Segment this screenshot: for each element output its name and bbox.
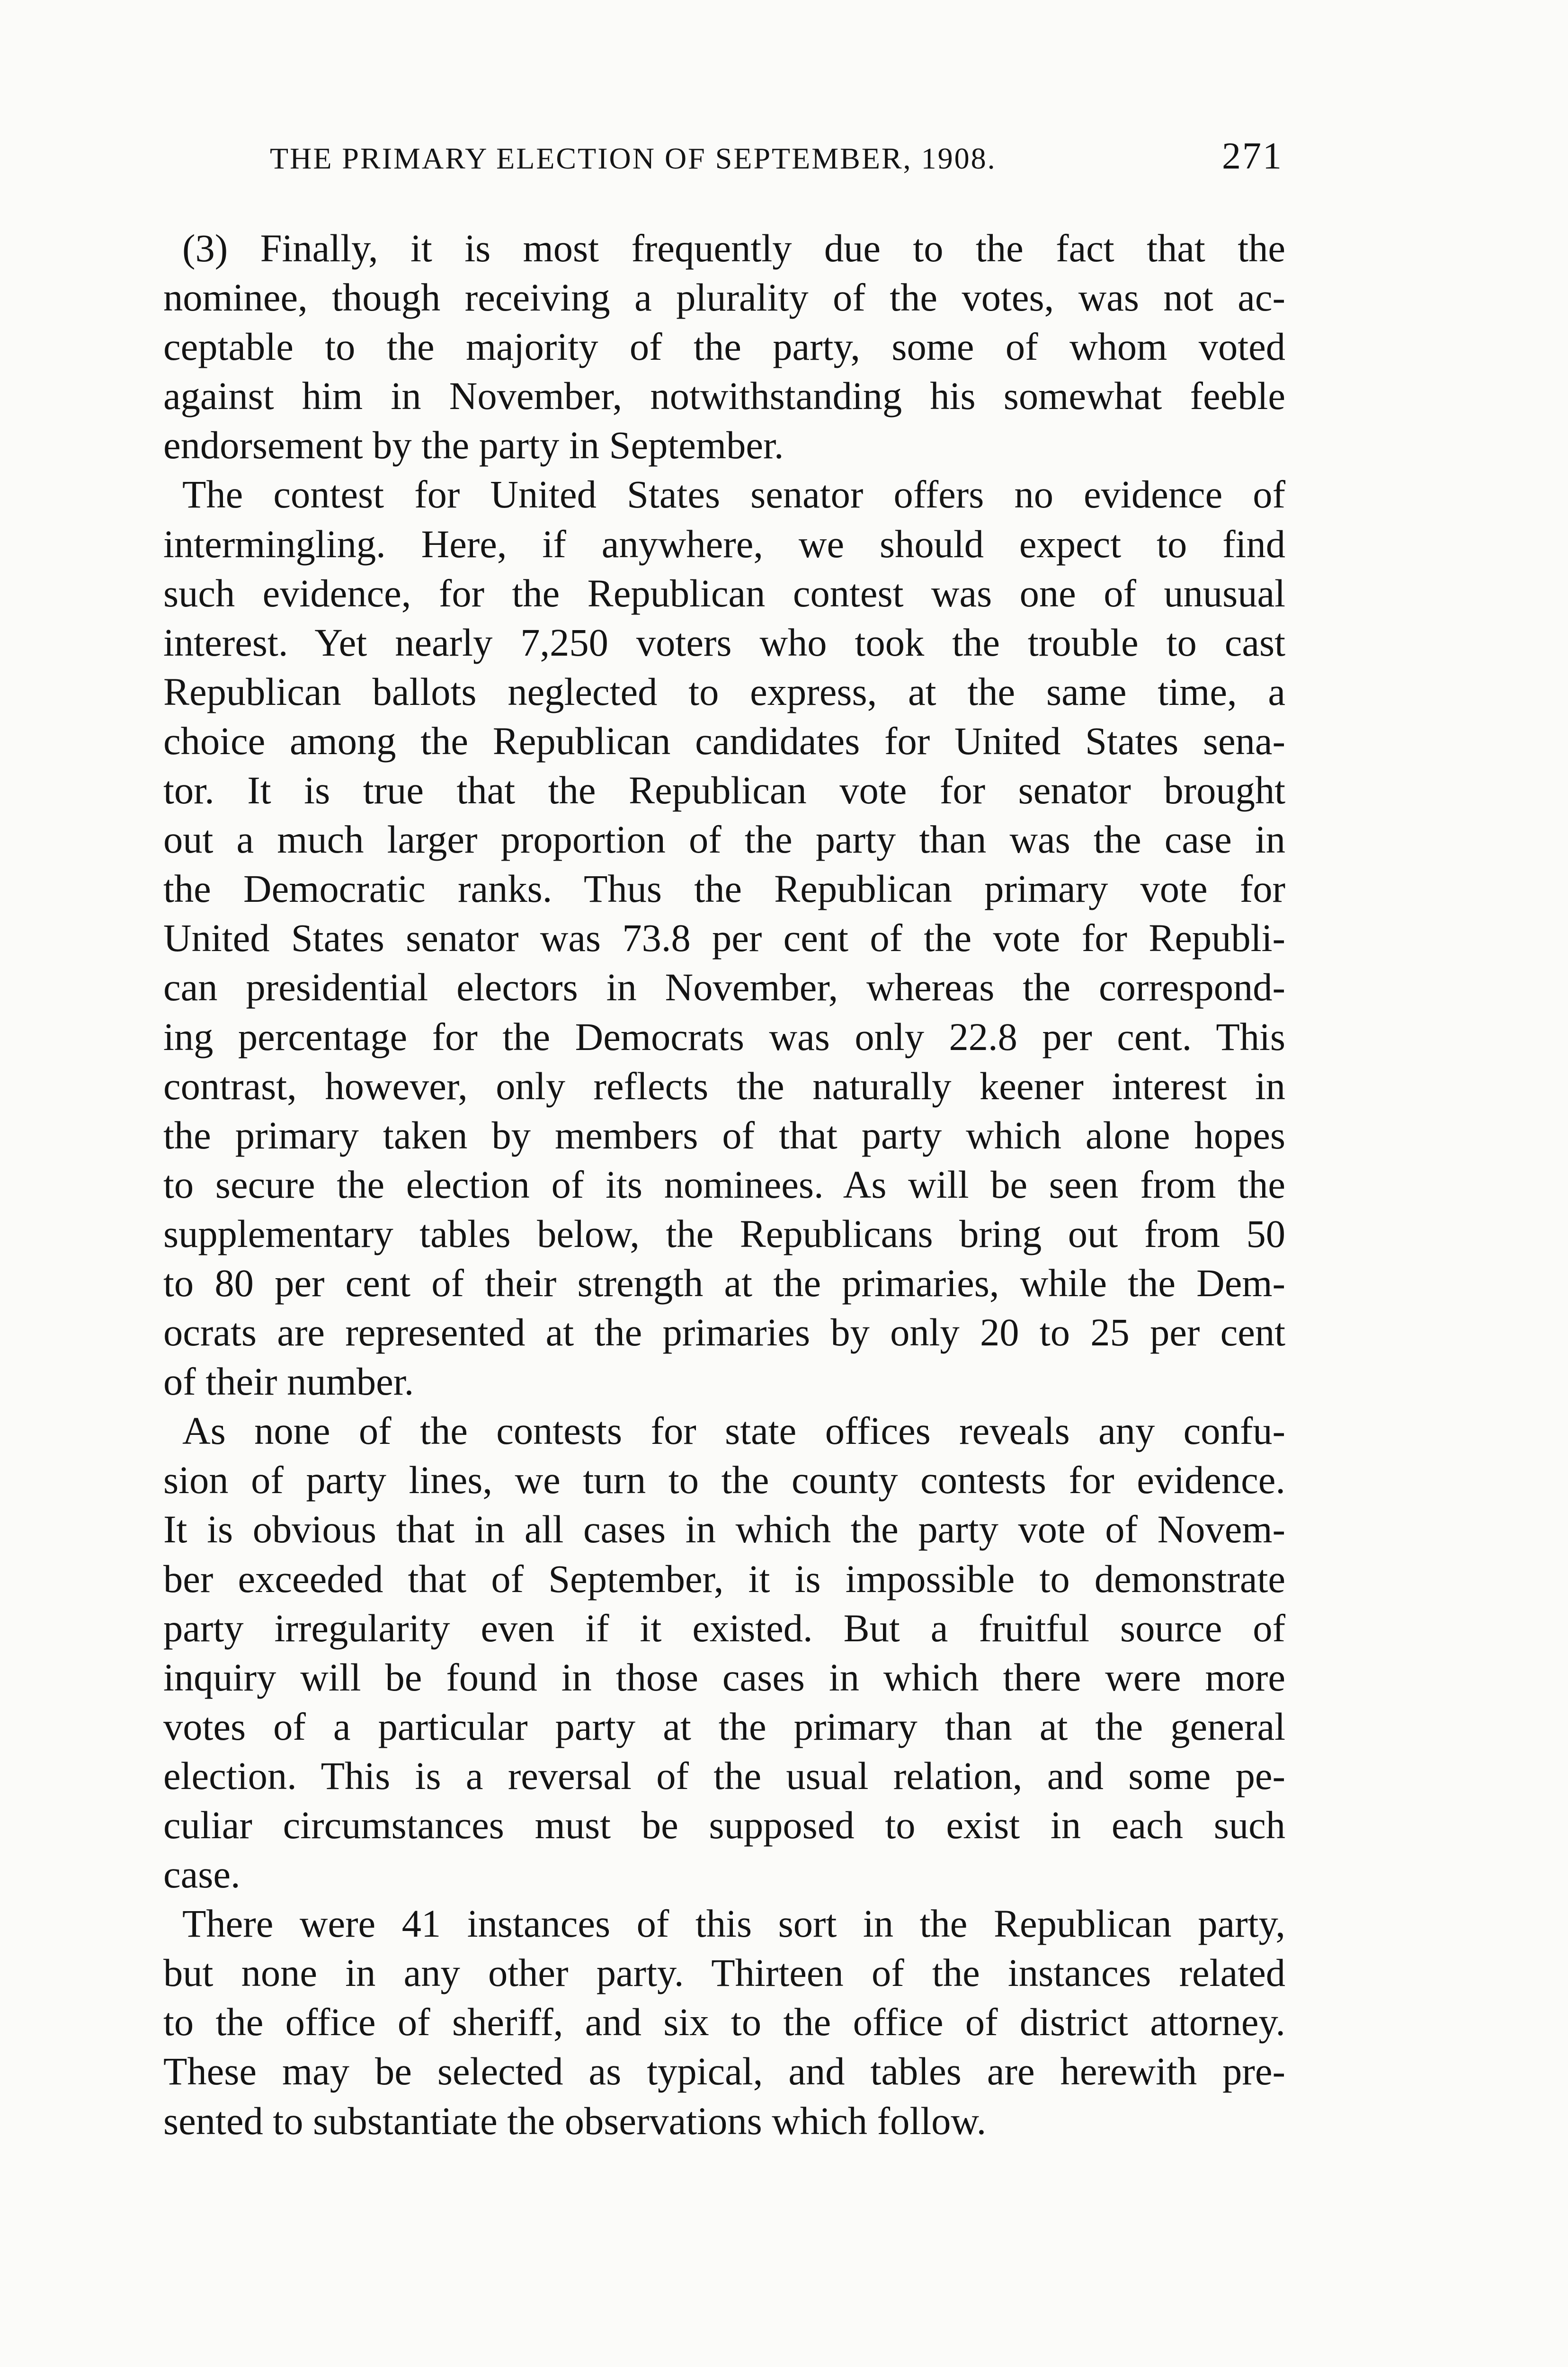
paragraph-finally: (3) Finally, it is most frequently due to the fact that the nominee, though receiving a plurality of the votes, was not ac- ceptable to the majority of the party, some of whom voted against him in November, notwithstanding his somewhat feeble endorsement by the party in September. (163, 226, 1285, 467)
page-number: 271 (1222, 135, 1283, 177)
running-title: THE PRIMARY ELECTION OF SEPTEMBER, 1908. (270, 142, 997, 175)
body-text (163, 223, 1285, 2145)
paragraph-county-contests: As none of the contests for state offices reveals any confu- sion of party lines, we turn to the county contests for evidence. It is obvious that in all cases in which the party vote of Novem- ber exceeded that of September, it is impossible to demonstrate party irregularity even if it existed. But a fruitful source of inquiry will be found in those cases in which there were more votes of a particular party at the primary than at the general election. This is a reversal of the usual relation, and some pe- culiar circumstances must be supposed to exist in each such case. (163, 1409, 1285, 1896)
running-head (270, 135, 1283, 178)
paragraph-senator-contest: The contest for United States senator offers no evidence of intermingling. Here, if anywhere, we should expect to find such evidence, for the Republican contest was one of unusual interest. Yet nearly 7,250 voters who took the trouble to cast Republican ballots neglected to express, at the same time, a choice among the Republican candidates for United States sena- tor. It is true that the Republican vote for senator brought out a much larger proportion of the party than was the case in the Democratic ranks. Thus the Republican primary vote for United States senator was 73.8 per cent of the vote for Republi- can presidential electors in November, whereas the correspond- ing percentage for the Democrats was only 22.8 per cent. This contrast, however, only reflects the naturally keener interest in the primary taken by members of that party which alone hopes to secure the election of its nominees. As will be seen from the supplementary tables below, the Republicans bring out from 50 to 80 per cent of their strength at the primaries, while the Dem- ocrats are represented at the primaries by only 20 to 25 per cent of their number. (163, 472, 1285, 1404)
paragraph-instances: There were 41 instances of this sort in the Republican party, but none in any other party. Thirteen of the instances related to the office of sheriff, and six to the office of district attorney. These may be selected as typical, and tables are herewith pre- sented to substantiate the observations which follow. (163, 1902, 1285, 2143)
